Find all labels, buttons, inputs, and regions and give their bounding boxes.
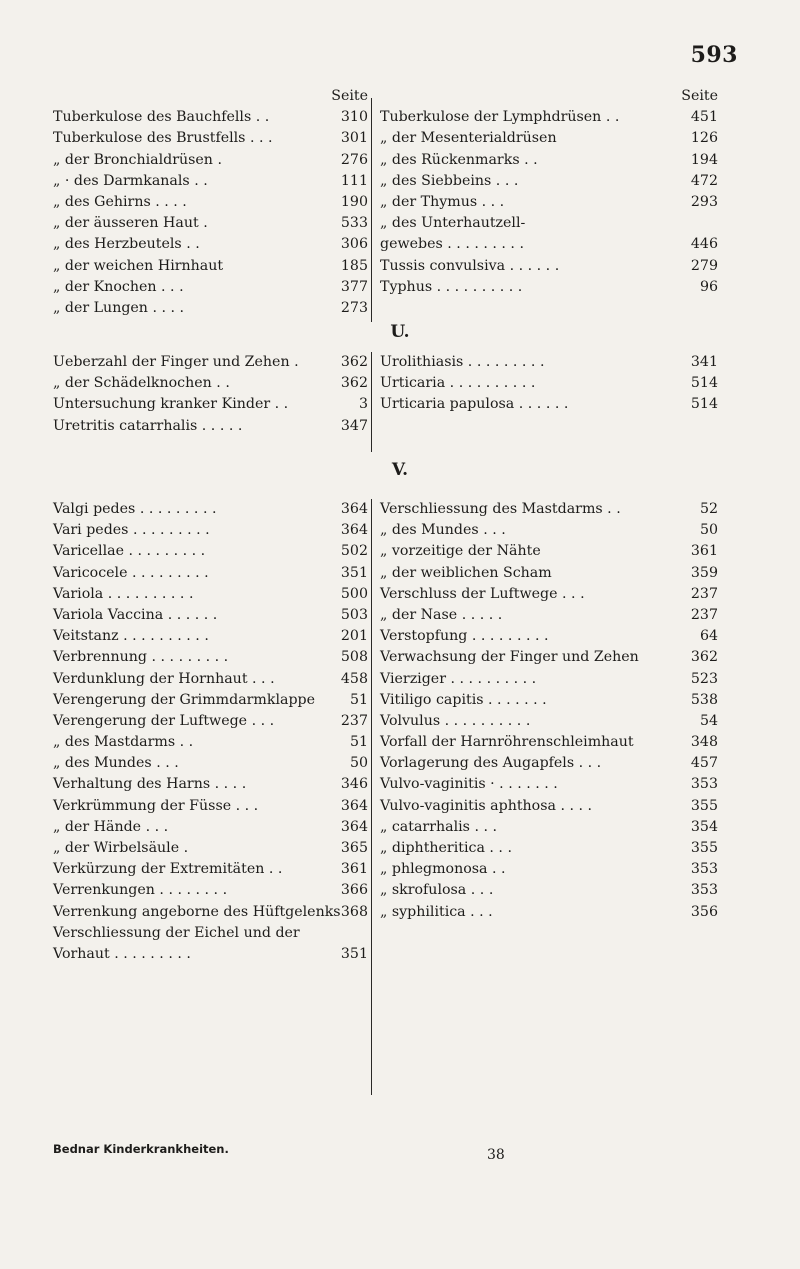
- entry-label: „ der weichen Hirnhaut: [53, 257, 224, 274]
- entry-label: „ skrofulosa . . .: [380, 882, 494, 899]
- entry-page-number: 362: [690, 649, 718, 666]
- entry-label: Tuberkulose des Bauchfells . .: [53, 109, 270, 126]
- entry-page-number: 377: [340, 278, 368, 295]
- index-entry: [380, 647, 718, 668]
- entry-label: Varicocele . . . . . . . . .: [53, 564, 209, 581]
- index-entry: [53, 563, 368, 584]
- entry-page-number: 364: [340, 797, 368, 814]
- page-column-heading: Seite: [681, 88, 718, 104]
- entry-page-number: 111: [340, 172, 368, 189]
- column-header: [53, 86, 368, 107]
- index-entry: [380, 817, 718, 838]
- entry-page-number: 362: [340, 354, 368, 370]
- index-entry: [380, 234, 718, 255]
- index-entry: [53, 171, 368, 192]
- entry-page-number: 306: [340, 236, 368, 253]
- entry-page-number: 52: [699, 501, 718, 517]
- entry-label: „ des Mundes . . .: [53, 755, 179, 772]
- entry-page-number: 237: [690, 585, 718, 602]
- entry-label: Verschluss der Luftwege . . .: [380, 585, 585, 602]
- entry-label: Verwachsung der Finger und Zehen: [380, 649, 639, 666]
- entry-label: „ des Rückenmarks . .: [380, 151, 538, 168]
- section-v: [0, 499, 800, 1099]
- entry-label: „ der Nase . . . . .: [380, 606, 503, 623]
- entry-page-number: 364: [340, 818, 368, 835]
- entry-page-number: 353: [690, 861, 718, 878]
- entry-page-number: 346: [340, 776, 368, 793]
- entry-page-number: 351: [340, 945, 368, 962]
- entry-label: Verhaltung des Harns . . . .: [53, 776, 247, 793]
- entry-page-number: 126: [690, 130, 718, 147]
- index-entry: [380, 394, 718, 415]
- index-entry: [380, 838, 718, 859]
- index-entry: [380, 669, 718, 690]
- entry-label: Tuberkulose der Lymphdrüsen . .: [380, 109, 620, 126]
- index-entry: [53, 499, 368, 520]
- index-entry: [380, 753, 718, 774]
- entry-label: Vulvo-vaginitis · . . . . . . .: [380, 776, 558, 793]
- column-left: [53, 86, 368, 319]
- entry-label: Vierziger . . . . . . . . . .: [380, 670, 537, 687]
- entry-label: „ catarrhalis . . .: [380, 818, 497, 835]
- entry-page-number: 514: [690, 375, 718, 392]
- section-letter-u: U.: [390, 322, 410, 342]
- entry-page-number: 365: [340, 840, 368, 856]
- index-entry: [380, 499, 718, 520]
- index-entry: [380, 584, 718, 605]
- entry-label: „ vorzeitige der Nähte: [380, 543, 541, 560]
- entry-label: Verengerung der Luftwege . . .: [53, 712, 275, 729]
- index-entry: [53, 150, 368, 171]
- entry-label: Ueberzahl der Finger und Zehen .: [53, 354, 299, 370]
- entry-page-number: 368: [340, 903, 368, 920]
- entry-label: Valgi pedes . . . . . . . . .: [53, 501, 217, 517]
- index-entry: [53, 107, 368, 128]
- entry-label: „ des Mastdarms . .: [53, 734, 194, 751]
- entry-page-number: 310: [340, 109, 368, 126]
- index-entry: [53, 605, 368, 626]
- index-entry: [380, 732, 718, 753]
- index-entry: [53, 520, 368, 541]
- entry-label: Tuberkulose des Brustfells . . .: [53, 130, 273, 147]
- index-entry: [380, 774, 718, 795]
- column-divider: [371, 499, 372, 1095]
- index-entry: [53, 711, 368, 732]
- index-entry: [53, 669, 368, 690]
- entry-label: Vari pedes . . . . . . . . .: [53, 522, 210, 539]
- entry-page-number: 508: [340, 649, 368, 666]
- entry-label: Volvulus . . . . . . . . . .: [380, 712, 531, 729]
- entry-label: „ diphtheritica . . .: [380, 840, 512, 856]
- entry-label: „ des Mundes . . .: [380, 522, 506, 539]
- entry-page-number: 451: [690, 109, 718, 126]
- entry-label: Verschliessung des Mastdarms . .: [380, 501, 621, 517]
- entry-page-number: 364: [340, 522, 368, 539]
- entry-page-number: 362: [340, 375, 368, 392]
- entry-label: Urticaria papulosa . . . . . .: [380, 396, 569, 413]
- index-entry: [380, 107, 718, 128]
- entry-label: Verschliessung der Eichel und der: [53, 924, 300, 941]
- entry-page-number: 237: [690, 606, 718, 623]
- index-entry: [53, 774, 368, 795]
- entry-label: Verrenkung angeborne des Hüftgelenks: [53, 903, 341, 920]
- index-entry: [380, 796, 718, 817]
- entry-page-number: 3: [358, 396, 368, 413]
- entry-page-number: 51: [349, 691, 368, 708]
- entry-label: Vitiligo capitis . . . . . . .: [380, 691, 547, 708]
- entry-page-number: 354: [690, 818, 718, 835]
- entry-page-number: 50: [699, 522, 718, 539]
- index-entry: [380, 880, 718, 901]
- index-entry: [380, 373, 718, 394]
- entry-label: Vorfall der Harnröhrenschleimhaut: [380, 734, 634, 751]
- entry-label: „ der äusseren Haut .: [53, 215, 208, 232]
- index-entry: [380, 902, 718, 923]
- entry-label: „ phlegmonosa . .: [380, 861, 506, 878]
- index-entry: [53, 817, 368, 838]
- column-header: [380, 86, 718, 107]
- entry-page-number: 353: [690, 776, 718, 793]
- entry-page-number: 54: [699, 712, 718, 729]
- entry-page-number: 502: [340, 543, 368, 560]
- index-entry: [53, 902, 368, 923]
- column-right: [380, 499, 718, 923]
- index-entry: [53, 796, 368, 817]
- entry-page-number: 533: [340, 215, 368, 232]
- index-entry: [53, 838, 368, 859]
- index-entry: [380, 859, 718, 880]
- index-entry: [380, 256, 718, 277]
- index-entry: [53, 753, 368, 774]
- entry-label: „ der Mesenterialdrüsen: [380, 130, 557, 147]
- index-entry: [380, 563, 718, 584]
- entry-label: „ des Herzbeutels . .: [53, 236, 200, 253]
- entry-label: Vulvo-vaginitis aphthosa . . . .: [380, 797, 593, 814]
- entry-page-number: 273: [340, 299, 368, 316]
- entry-label: Vorhaut . . . . . . . . .: [53, 945, 191, 962]
- index-entry: [380, 213, 718, 234]
- entry-label: „ des Gehirns . . . .: [53, 193, 187, 210]
- entry-label: „ der Lungen . . . .: [53, 299, 185, 316]
- entry-page-number: 194: [690, 151, 718, 168]
- entry-label: Varicellae . . . . . . . . .: [53, 543, 206, 560]
- entry-label: Vorlagerung des Augapfels . . .: [380, 755, 602, 772]
- entry-label: „ der Thymus . . .: [380, 193, 505, 210]
- index-entry: [380, 605, 718, 626]
- index-entry: [380, 277, 718, 298]
- entry-label: Untersuchung kranker Kinder . .: [53, 396, 289, 413]
- column-divider: [371, 98, 372, 322]
- index-entry: [53, 128, 368, 149]
- entry-label: Urticaria . . . . . . . . . .: [380, 375, 536, 392]
- entry-label: Verkrümmung der Füsse . . .: [53, 797, 259, 814]
- entry-page-number: 96: [699, 278, 718, 295]
- entry-label: „ des Unterhautzell-: [380, 215, 526, 232]
- entry-page-number: 347: [340, 417, 368, 434]
- index-entry: [380, 690, 718, 711]
- entry-label: „ · des Darmkanals . .: [53, 172, 208, 189]
- entry-page-number: 50: [349, 755, 368, 772]
- entry-page-number: 237: [340, 712, 368, 729]
- index-entry: [380, 150, 718, 171]
- index-entry: [53, 213, 368, 234]
- entry-label: „ der Schädelknochen . .: [53, 375, 230, 392]
- index-entry: [53, 859, 368, 880]
- entry-page-number: 355: [690, 797, 718, 814]
- entry-page-number: 190: [340, 193, 368, 210]
- entry-label: Variola . . . . . . . . . .: [53, 585, 194, 602]
- entry-label: „ des Siebbeins . . .: [380, 172, 519, 189]
- index-entry: [53, 256, 368, 277]
- entry-page-number: 185: [340, 257, 368, 274]
- index-entry: [53, 923, 368, 944]
- entry-page-number: 359: [690, 564, 718, 581]
- entry-page-number: 293: [690, 193, 718, 210]
- index-entry: [380, 171, 718, 192]
- entry-page-number: 538: [690, 691, 718, 708]
- column-right: [380, 352, 718, 416]
- entry-page-number: 356: [690, 903, 718, 920]
- entry-page-number: 279: [690, 257, 718, 274]
- index-entry: [380, 192, 718, 213]
- index-entry: [53, 626, 368, 647]
- entry-page-number: 301: [340, 130, 368, 147]
- page-number: 593: [690, 42, 738, 68]
- entry-page-number: 364: [340, 501, 368, 517]
- column-left: [53, 352, 368, 437]
- entry-label: Uretritis catarrhalis . . . . .: [53, 417, 243, 434]
- entry-label: Verstopfung . . . . . . . . .: [380, 628, 549, 645]
- index-entry: [53, 373, 368, 394]
- footer-signature-number: 38: [487, 1147, 505, 1163]
- index-entry: [53, 352, 368, 373]
- entry-page-number: 361: [690, 543, 718, 560]
- entry-page-number: 523: [690, 670, 718, 687]
- entry-page-number: 64: [699, 628, 718, 645]
- entry-label: Verkürzung der Extremitäten . .: [53, 861, 283, 878]
- entry-label: „ der weiblichen Scham: [380, 564, 552, 581]
- index-entry: [53, 690, 368, 711]
- entry-label: gewebes . . . . . . . . .: [380, 236, 524, 253]
- entry-page-number: 458: [340, 670, 368, 687]
- entry-label: Variola Vaccina . . . . . .: [53, 606, 218, 623]
- entry-page-number: 446: [690, 236, 718, 253]
- entry-label: Veitstanz . . . . . . . . . .: [53, 628, 209, 645]
- section-u: [0, 352, 800, 452]
- entry-page-number: 361: [340, 861, 368, 878]
- index-entry: [380, 352, 718, 373]
- index-entry: [53, 584, 368, 605]
- entry-page-number: 276: [340, 151, 368, 168]
- index-entry: [380, 541, 718, 562]
- index-entry: [380, 711, 718, 732]
- index-entry: [53, 647, 368, 668]
- index-entry: [53, 277, 368, 298]
- entry-label: Verrenkungen . . . . . . . .: [53, 882, 228, 899]
- entry-label: „ der Hände . . .: [53, 818, 169, 835]
- index-entry: [53, 298, 368, 319]
- entry-label: Verengerung der Grimmdarmklappe: [53, 691, 316, 708]
- section-t: [0, 86, 800, 322]
- index-entry: [53, 234, 368, 255]
- entry-label: „ syphilitica . . .: [380, 903, 493, 920]
- column-divider: [371, 352, 372, 452]
- entry-label: Tussis convulsiva . . . . . .: [380, 257, 560, 274]
- index-entry: [380, 520, 718, 541]
- entry-page-number: 341: [690, 354, 718, 370]
- index-entry: [53, 944, 368, 965]
- section-letter-v: V.: [391, 460, 409, 480]
- index-entry: [53, 192, 368, 213]
- entry-label: „ der Wirbelsäule .: [53, 840, 189, 856]
- entry-page-number: 457: [690, 755, 718, 772]
- index-entry: [53, 394, 368, 415]
- entry-label: Verdunklung der Hornhaut . . .: [53, 670, 275, 687]
- entry-label: Verbrennung . . . . . . . . .: [53, 649, 229, 666]
- column-left: [53, 499, 368, 965]
- entry-page-number: 51: [349, 734, 368, 751]
- entry-page-number: 351: [340, 564, 368, 581]
- entry-page-number: 353: [690, 882, 718, 899]
- entry-page-number: 503: [340, 606, 368, 623]
- entry-label: Urolithiasis . . . . . . . . .: [380, 354, 545, 370]
- index-entry: [53, 880, 368, 901]
- entry-page-number: 348: [690, 734, 718, 751]
- footer-book-title: Bednar Kinderkrankheiten.: [53, 1142, 229, 1156]
- entry-label: „ der Bronchialdrüsen .: [53, 151, 222, 168]
- index-entry: [53, 732, 368, 753]
- index-entry: [380, 626, 718, 647]
- entry-page-number: 366: [340, 882, 368, 899]
- index-entry: [380, 128, 718, 149]
- entry-page-number: 472: [690, 172, 718, 189]
- entry-label: „ der Knochen . . .: [53, 278, 184, 295]
- entry-page-number: 355: [690, 840, 718, 856]
- entry-page-number: 514: [690, 396, 718, 413]
- index-entry: [53, 416, 368, 437]
- page-column-heading: Seite: [331, 88, 368, 104]
- entry-page-number: 201: [340, 628, 368, 645]
- entry-label: Typhus . . . . . . . . . .: [380, 278, 523, 295]
- entry-page-number: 500: [340, 585, 368, 602]
- index-entry: [53, 541, 368, 562]
- column-right: [380, 86, 718, 298]
